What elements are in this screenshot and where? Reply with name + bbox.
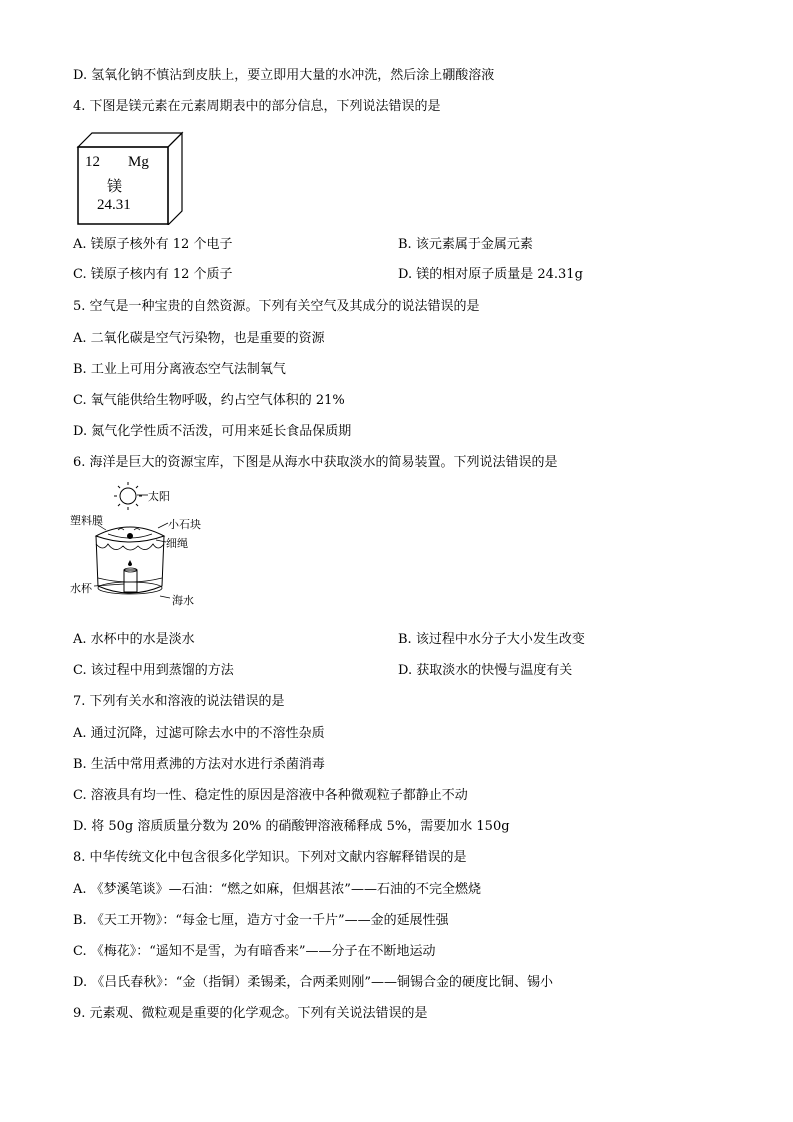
q8-option-b: B. 《天工开物》：“每金七厘，造方寸金一千片”——金的延展性强	[73, 913, 449, 928]
q7-option-a: A. 通过沉降，过滤可除去水中的不溶性杂质	[73, 726, 325, 741]
q7-option-d: D. 将 50g 溶质质量分数为 20% 的硝酸钾溶液稀释成 5%，需要加水 150g	[73, 819, 510, 834]
label-stone: 小石块	[168, 518, 201, 531]
element-symbol: Mg	[128, 154, 149, 170]
q4-option-c: C. 镁原子核内有 12 个质子	[73, 267, 233, 282]
q3-option-d: D. 氢氧化钠不慎沾到皮肤上，要立即用大量的水冲洗，然后涂上硼酸溶液	[73, 68, 495, 83]
q5-option-d: D. 氮气化学性质不活泼，可用来延长食品保质期	[73, 424, 352, 439]
element-name: 镁	[107, 177, 123, 195]
q9-stem: 9. 元素观、微粒观是重要的化学观念。下列有关说法错误的是	[73, 1006, 428, 1021]
periodic-table-cell	[70, 127, 185, 225]
q7-stem: 7. 下列有关水和溶液的说法错误的是	[73, 694, 285, 709]
q8-option-a: A. 《梦溪笔谈》—石油：“燃之如麻，但烟甚浓”——石油的不完全燃烧	[73, 882, 481, 897]
q8-option-c: C. 《梅花》：“遥知不是雪，为有暗香来”——分子在不断地运动	[73, 944, 436, 959]
desalination-apparatus-figure	[68, 478, 228, 618]
label-cup: 水杯	[70, 582, 92, 595]
q5-option-a: A. 二氧化碳是空气污染物，也是重要的资源	[73, 331, 325, 346]
q4-option-b: B. 该元素属于金属元素	[398, 237, 533, 252]
q4-option-a: A. 镁原子核外有 12 个电子	[73, 237, 233, 252]
q6-stem: 6. 海洋是巨大的资源宝库，下图是从海水中获取淡水的简易装置。下列说法错误的是	[73, 455, 558, 470]
q6-option-b: B. 该过程中水分子大小发生改变	[398, 632, 585, 647]
q6-option-a: A. 水杯中的水是淡水	[73, 632, 195, 647]
q4-option-d: D. 镁的相对原子质量是 24.31g	[398, 267, 583, 282]
q5-option-b: B. 工业上可用分离液态空气法制氧气	[73, 362, 286, 377]
q5-stem: 5. 空气是一种宝贵的自然资源。下列有关空气及其成分的说法错误的是	[73, 299, 480, 314]
label-seawater: 海水	[172, 594, 194, 607]
label-rope: 细绳	[166, 537, 188, 550]
label-sun: 太阳	[148, 490, 170, 503]
label-film: 塑料膜	[70, 514, 103, 527]
atomic-number: 12	[85, 154, 100, 170]
q8-option-d: D. 《吕氏春秋》：“金（指铜）柔锡柔，合两柔则刚”——铜锡合金的硬度比铜、锡小	[73, 975, 554, 990]
q7-option-c: C. 溶液具有均一性、稳定性的原因是溶液中各种微观粒子都静止不动	[73, 788, 468, 803]
q6-option-d: D. 获取淡水的快慢与温度有关	[398, 663, 573, 678]
q7-option-b: B. 生活中常用煮沸的方法对水进行杀菌消毒	[73, 757, 325, 772]
q6-option-c: C. 该过程中用到蒸馏的方法	[73, 663, 234, 678]
q5-option-c: C. 氧气能供给生物呼吸，约占空气体积的 21%	[73, 393, 345, 408]
q4-stem: 4. 下图是镁元素在元素周期表中的部分信息，下列说法错误的是	[73, 99, 441, 114]
atomic-mass: 24.31	[97, 197, 131, 213]
q8-stem: 8. 中华传统文化中包含很多化学知识。下列对文献内容解释错误的是	[73, 850, 467, 865]
